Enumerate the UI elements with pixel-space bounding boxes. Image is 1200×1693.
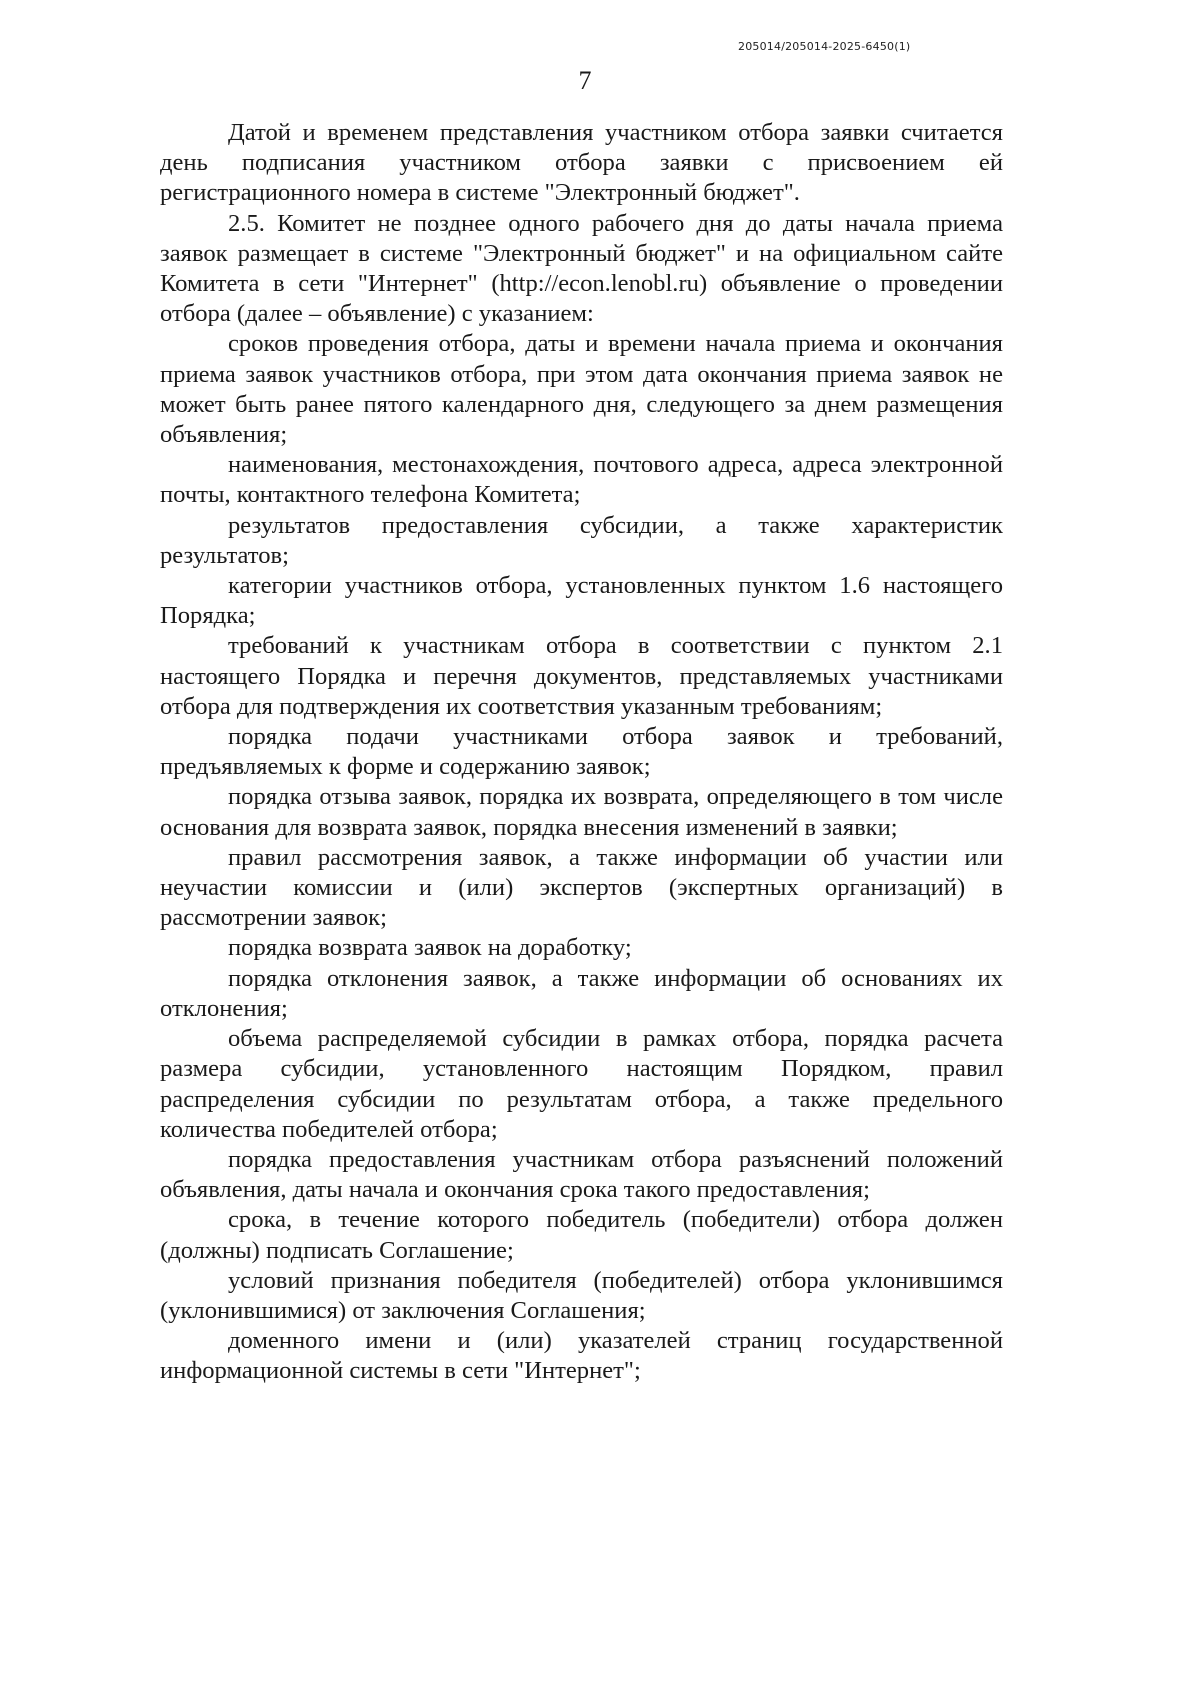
paragraph: Датой и временем представления участником отбора заявки считается день подписания участником отбора заявки с присвоением ей регистрационного номера в системе "Электронный бюджет".	[160, 119, 1003, 207]
paragraph: доменного имени и (или) указателей страниц государственной информационной системы в сети "Интернет";	[160, 1327, 1003, 1385]
paragraph: требований к участникам отбора в соответствии с пунктом 2.1 настоящего Порядка и перечня документов, представляемых участниками отбора для подтверждения их соответствия указанным требованиям;	[160, 632, 1003, 720]
paragraph: результатов предоставления субсидии, а также характеристик результатов;	[160, 511, 1003, 569]
paragraph: порядка возврата заявок на доработку;	[228, 934, 632, 962]
paragraph: 2.5. Комитет не позднее одного рабочего дня до даты начала приема заявок размещает в системе "Электронный бюджет" и на официальном сайте Комитета в сети "Интернет" (http://econ.lenobl.ru) объявление о проведении отбора (далее – объявление) с указанием:	[160, 209, 1003, 328]
paragraph: условий признания победителя (победителей) отбора уклонившимся (уклонившимися) от заключения Соглашения;	[160, 1266, 1003, 1324]
paragraph: порядка отзыва заявок, порядка их возврата, определяющего в том числе основания для возврата заявок, порядка внесения изменений в заявки;	[160, 783, 1003, 841]
paragraph: порядка предоставления участникам отбора разъяснений положений объявления, даты начала и окончания срока такого предоставления;	[160, 1145, 1003, 1204]
page-number: 7	[578, 66, 592, 95]
paragraph: порядка отклонения заявок, а также информации об основаниях их отклонения;	[160, 964, 1003, 1022]
paragraph: правил рассмотрения заявок, а также информации об участии или неучастии комиссии и (или) экспертов (экспертных организаций) в рассмотрении заявок;	[160, 843, 1003, 932]
paragraph: категории участников отбора, установленных пунктом 1.6 настоящего Порядка;	[160, 572, 1003, 630]
paragraph: срока, в течение которого победитель (победители) отбора должен (должны) подписать Соглашение;	[160, 1206, 1003, 1264]
paragraph: объема распределяемой субсидии в рамках отбора, порядка расчета размера субсидии, установленного настоящим Порядком, правил распределения субсидии по результатам отбора, а также предельного количества победителей отбора;	[160, 1025, 1003, 1143]
document-id: 205014/205014-2025-6450(1)	[738, 40, 911, 53]
paragraph: сроков проведения отбора, даты и времени начала приема и окончания приема заявок участников отбора, при этом дата окончания приема заявок не может быть ранее пятого календарного дня, следующего за днем размещения объявления;	[160, 330, 1003, 449]
document-body	[160, 118, 1003, 1387]
paragraph: наименования, местонахождения, почтового адреса, адреса электронной почты, контактного телефона Комитета;	[160, 451, 1003, 509]
paragraph: порядка подачи участниками отбора заявок и требований, предъявляемых к форме и содержанию заявок;	[160, 723, 1003, 781]
